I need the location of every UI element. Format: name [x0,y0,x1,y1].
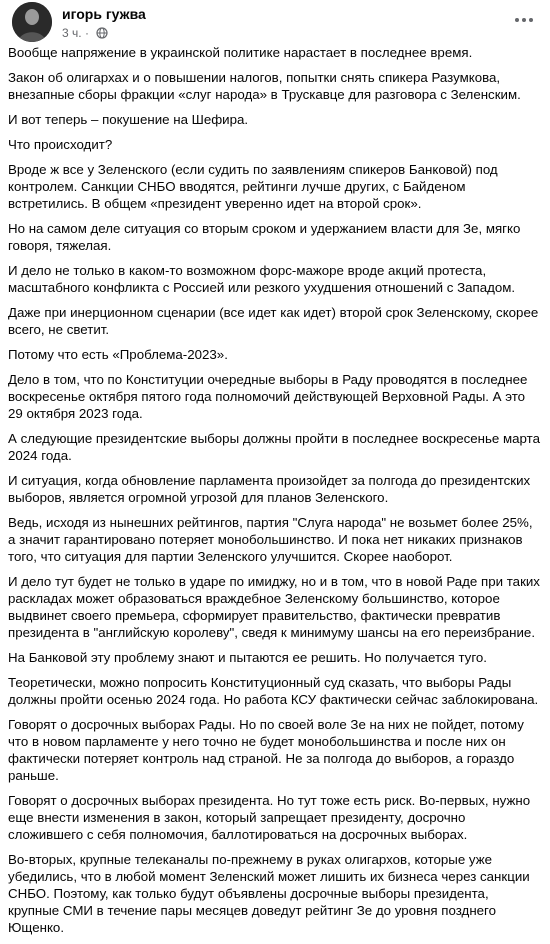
post-paragraph: Вообще напряжение в украинской политике нарастает в последнее время. [8,45,473,60]
post-paragraph: Во-вторых, крупные телеканалы по-прежнему в руках олигархов, которые уже убедились, что в любой момент Зеленский может лишить их бизнеса через санкции СНБО. Поэтому, как только будут объявлены досрочные выборы президента, крупные СМИ в течение пары месяцев доведут рейтинг Зе до уровня позднего Ющенко. [8,852,530,935]
globe-icon [96,27,108,39]
post-paragraph: Говорят о досрочных выборах Рады. Но по своей воле Зе на них не пойдет, потому что в новом парламенте у него точно не будет монобольшинства и после них он фактически потеряет контроль над страной. Не за полгода до выборов, а гораздо раньше. [8,717,524,783]
post-paragraph: И дело не только в каком-то возможном форс-мажоре вроде акций протеста, масштабного конфликта с Россией или резкого ухудшения отношений с Западом. [8,263,516,295]
post-header [0,0,550,44]
post-paragraph: И ситуация, когда обновление парламента произойдет за полгода до президентских выборов, является огромной угрозой для планов Зеленского. [8,473,531,505]
post-paragraph: Что происходит? [8,137,113,152]
post-paragraph: А следующие президентские выборы должны пройти в последнее воскресенье марта 2024 года. [8,431,540,463]
post-text [8,44,542,944]
post-paragraph: Потому что есть «Проблема-2023». [8,347,228,362]
more-horizontal-icon [514,17,534,23]
avatar-photo [12,2,52,42]
post-paragraph: Закон об олигархах и о повышении налогов, попытки снять спикера Разумкова, внезапные сборы фракции «слуг народа» в Трускавце для разговора с Зеленским. [8,70,521,102]
post-paragraph: Но на самом деле ситуация со вторым сроком и удержанием власти для Зе, мягко говоря, тяжелая. [8,221,521,253]
author-name[interactable]: игорь гужва [62,6,146,22]
post-timestamp[interactable]: 3 ч. [62,25,82,40]
post-paragraph: Дело в том, что по Конституции очередные выборы в Раду проводятся в последнее воскресенье октября пятого года полномочий действующей Верховной Рады. А это 29 октября 2023 года. [8,372,528,421]
more-options-button[interactable] [510,6,538,34]
post-paragraph: Теоретически, можно попросить Конституционный суд сказать, что выборы Рады должны пройти осенью 2024 года. Но работа КСУ фактически сейчас заблокирована. [8,675,539,707]
post-paragraph: Ведь, исходя из нынешних рейтингов, партия "Слуга народа" не возьмет более 25%, а значит гарантировано потеряет монобольшинство. И пока нет никаких признаков того, что ситуация для партии Зеленского улучшится. Скорее наоборот. [8,515,533,564]
post-paragraph: На Банковой эту проблему знают и пытаются ее решить. Но получается туго. [8,650,487,665]
post-meta [62,24,108,41]
profile-avatar[interactable] [12,2,52,42]
meta-separator: · [84,25,89,40]
post-paragraph: И вот теперь – покушение на Шефира. [8,112,249,127]
post-paragraph: Даже при инерционном сценарии (все идет как идет) второй срок Зеленскому, скорее всего, не светит. [8,305,539,337]
post-paragraph: Говорят о досрочных выборах президента. Но тут тоже есть риск. Во-первых, нужно еще внести изменения в закон, который запрещает президенту, досрочно сложившего с себя полномочия, баллотироваться на досрочных выборах. [8,793,531,842]
post-paragraph: И дело тут будет не только в ударе по имиджу, но и в том, что в новой Раде при таких раскладах может образоваться враждебное Зеленскому большинство, которое выдвинет своего премьера, сформирует правительство, фактически превратив президента в "английскую королеву", сведя к минимуму шансы на его переизбрание. [8,574,540,640]
post-paragraph: Вроде ж все у Зеленского (если судить по заявлениям спикеров Банковой) под контролем. Санкции СНБО вводятся, рейтинги лучше других, с Байденом встретились. В общем «президент уверенно идет на второй срок». [8,162,498,211]
